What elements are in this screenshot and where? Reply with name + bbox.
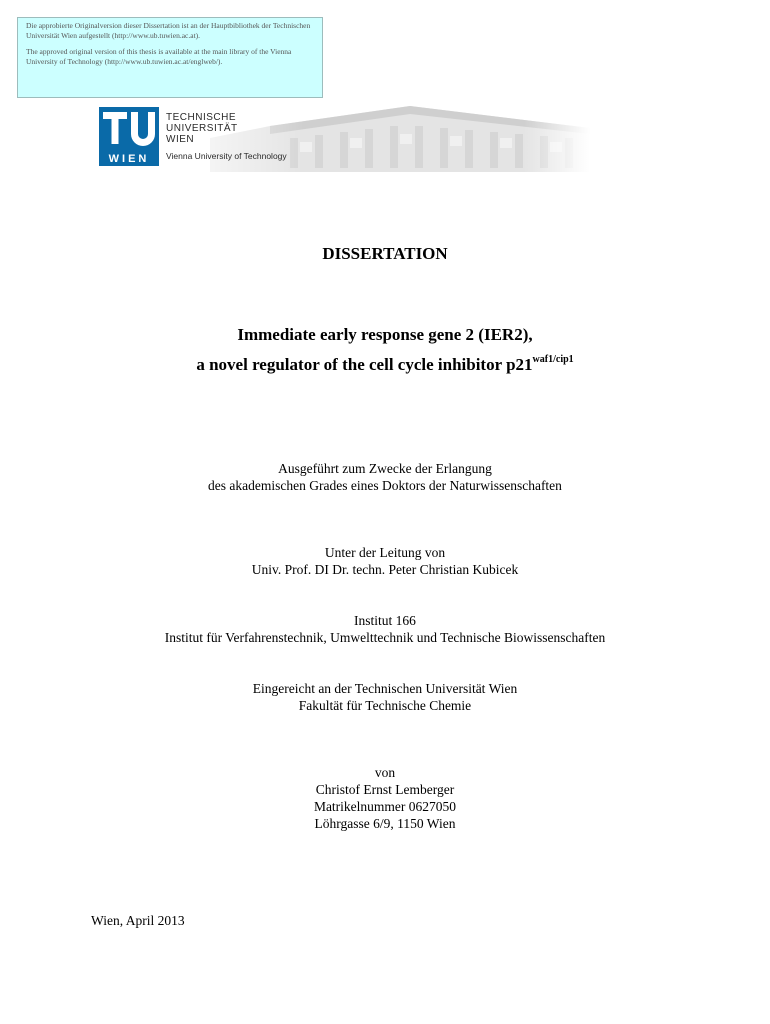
author-by: von bbox=[374, 765, 396, 780]
author-matriculation: Matrikelnummer 0627050 bbox=[313, 799, 457, 814]
document-type-title: DISSERTATION bbox=[322, 244, 448, 263]
purpose-line-2: des akademischen Grades eines Doktors der Naturwissenschaften bbox=[208, 478, 562, 493]
notice-german: Die approbierte Originalversion dieser Dissertation ist an der Hauptbibliothek der Technischen Universität Wien aufgestellt (http://www.ub.tuwien.ac.at). bbox=[26, 21, 311, 40]
thesis-title-superscript: waf1/cip1 bbox=[532, 354, 574, 365]
thesis-title-line-1: Immediate early response gene 2 (IER2), bbox=[237, 325, 533, 344]
faculty-name: Fakultät für Technische Chemie bbox=[298, 698, 472, 713]
thesis-title bbox=[0, 320, 770, 380]
notice-english: The approved original version of this thesis is available at the main library of the Vienna University of Technology (http://www.ub.tuwien.ac.at/englweb/). bbox=[26, 47, 292, 66]
thesis-title-line-2-text: a novel regulator of the cell cycle inhibitor p21 bbox=[196, 355, 533, 374]
supervision bbox=[0, 544, 770, 578]
submission-line-1: Eingereicht an der Technischen Universität Wien bbox=[252, 681, 518, 696]
supervision-line-1: Unter der Leitung von bbox=[324, 545, 446, 560]
thesis-title-line-2 bbox=[0, 350, 770, 380]
author-address: Löhrgasse 6/9, 1150 Wien bbox=[314, 816, 456, 831]
place-and-date: Wien, April 2013 bbox=[91, 913, 185, 928]
institute bbox=[0, 612, 770, 646]
institute-number: Institut 166 bbox=[354, 613, 416, 628]
library-notice-box bbox=[17, 17, 323, 98]
logo-line-3: WIEN bbox=[166, 134, 195, 145]
tu-wien-logo-mark bbox=[99, 107, 159, 166]
submission-info bbox=[0, 680, 770, 714]
author-name: Christof Ernst Lemberger bbox=[315, 782, 455, 797]
university-english-name: Vienna University of Technology bbox=[166, 151, 287, 161]
university-name bbox=[166, 112, 238, 145]
supervisor-name: Univ. Prof. DI Dr. techn. Peter Christian Kubicek bbox=[251, 562, 519, 577]
logo-mark-wien: WIEN bbox=[108, 153, 150, 165]
author-block bbox=[0, 764, 770, 832]
logo-line-2: UNIVERSITÄT bbox=[166, 123, 238, 134]
institute-name: Institut für Verfahrenstechnik, Umwelttechnik und Technische Biowissenschaften bbox=[164, 630, 606, 645]
purpose-line-1: Ausgeführt zum Zwecke der Erlangung bbox=[278, 461, 492, 476]
degree-purpose bbox=[0, 460, 770, 494]
logo-line-1: TECHNISCHE bbox=[166, 112, 237, 123]
